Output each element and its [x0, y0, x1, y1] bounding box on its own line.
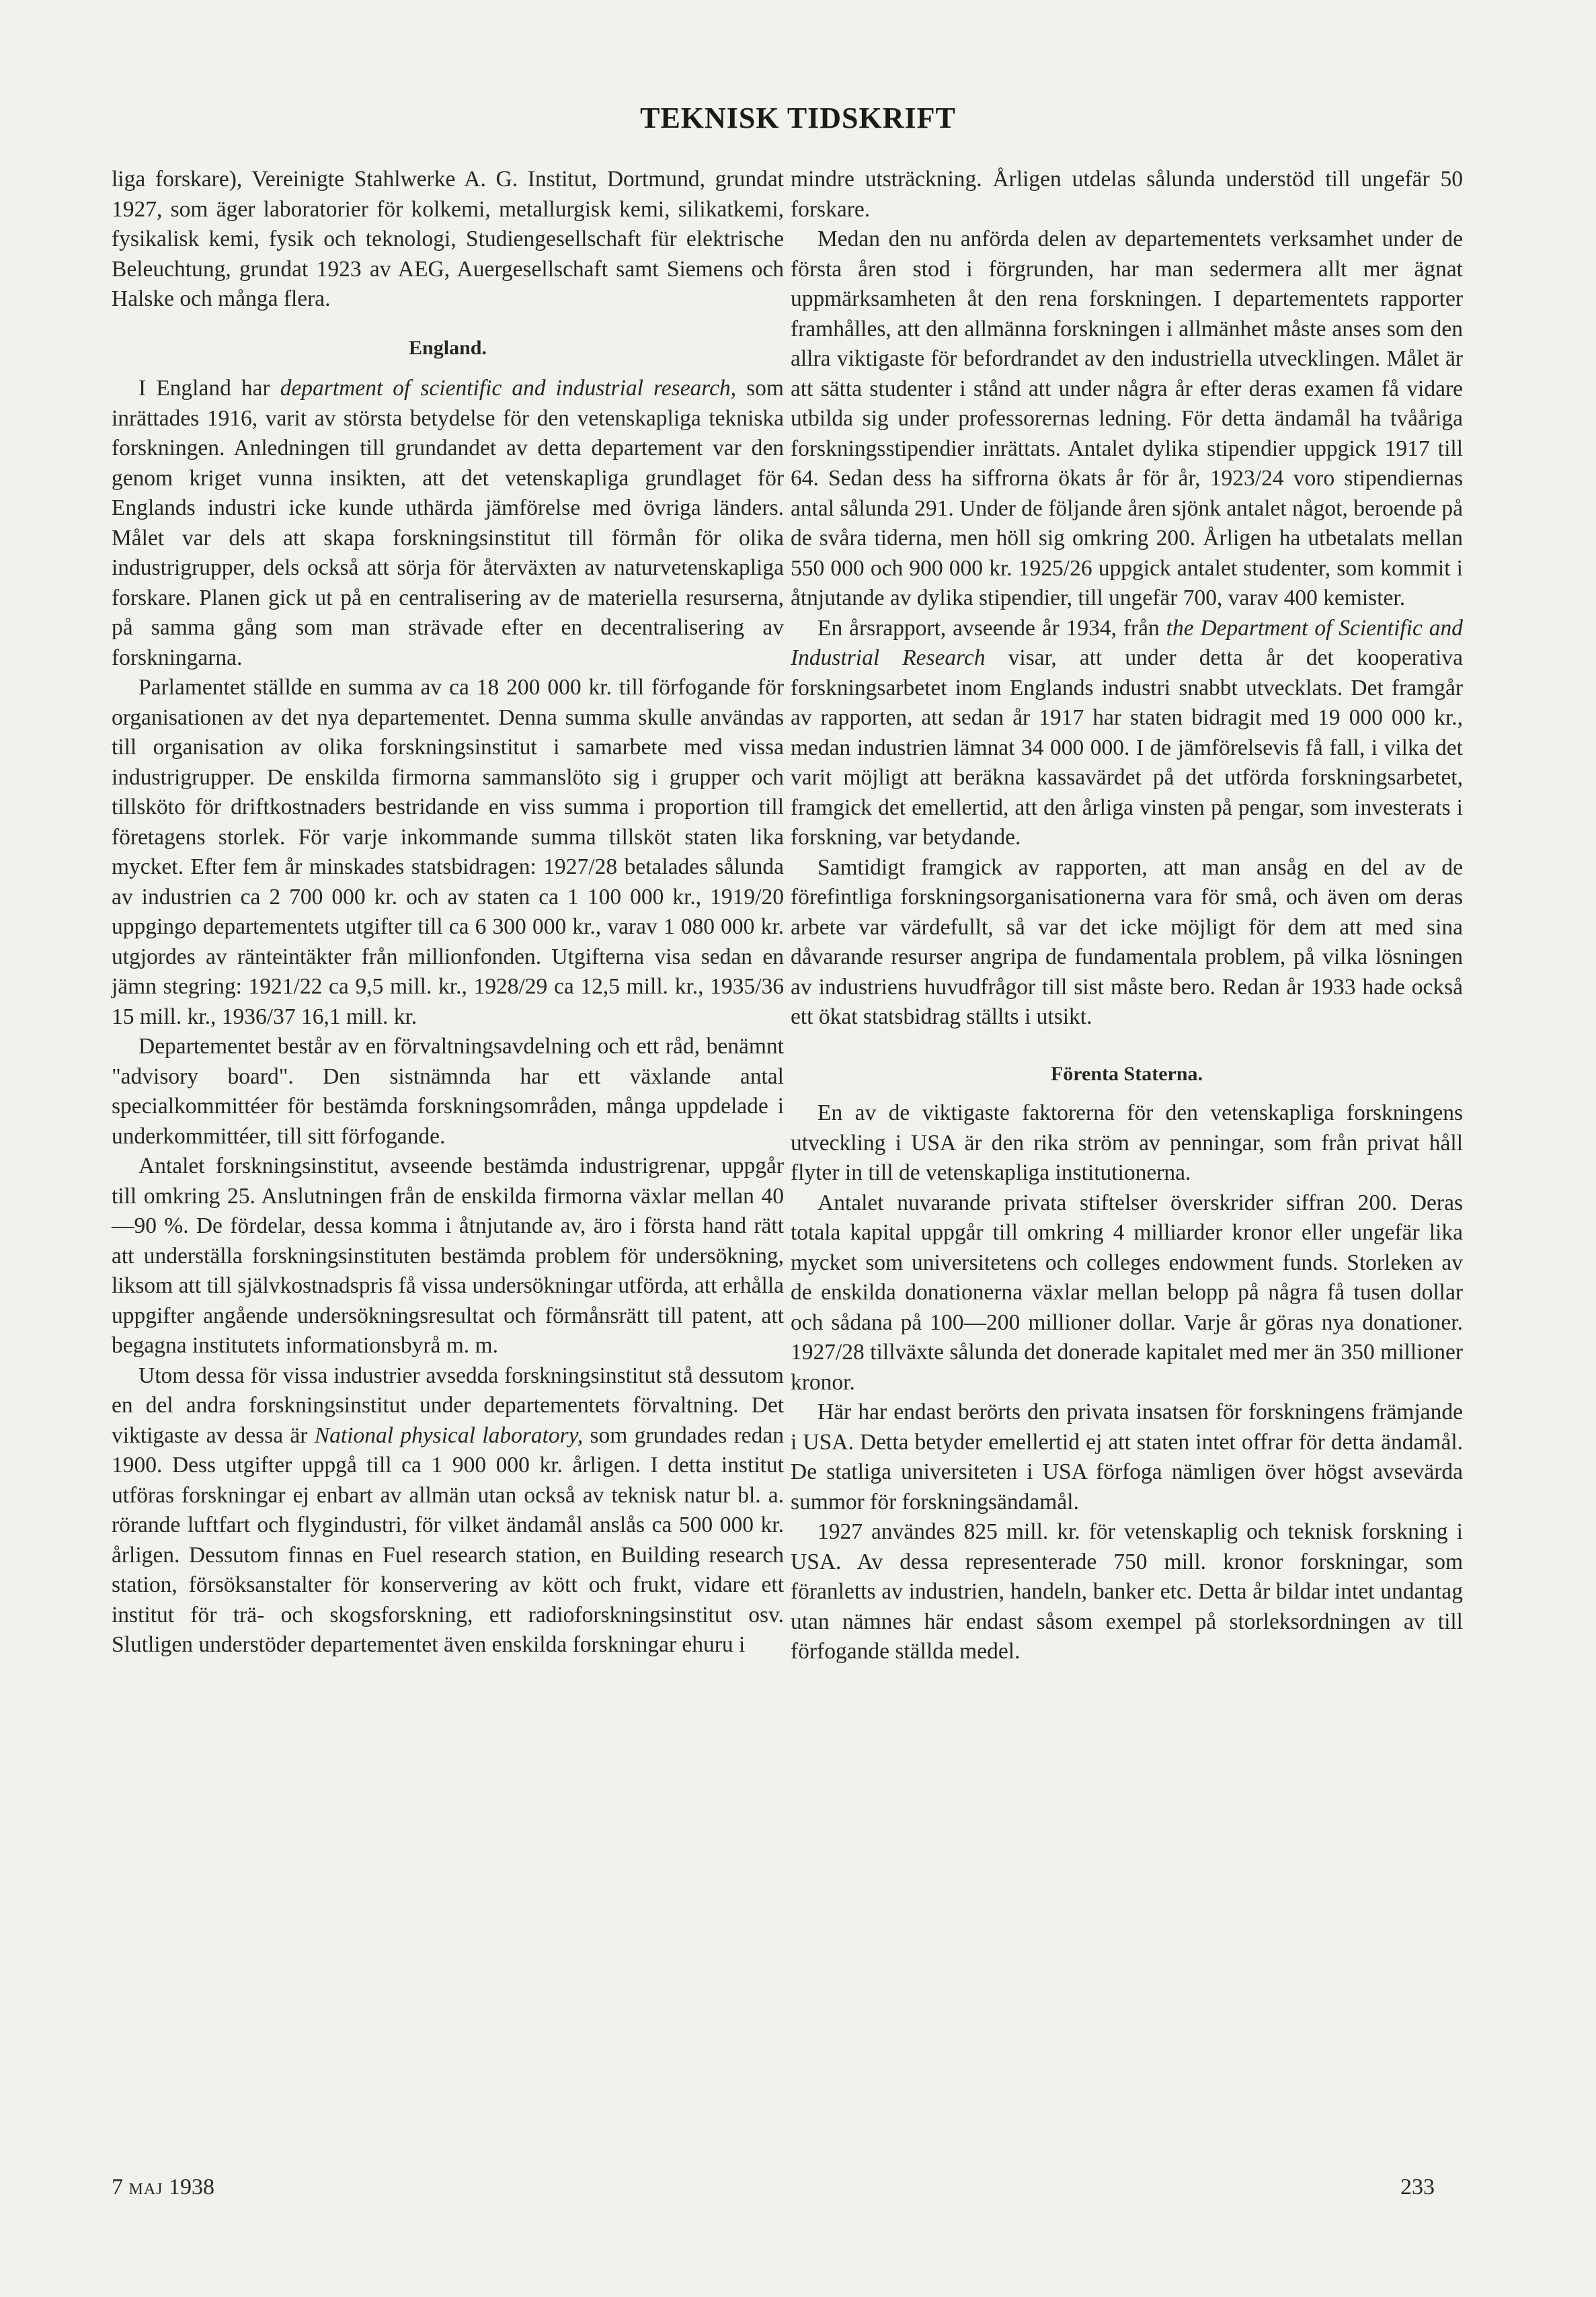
paragraph: Departementet består av en förvaltningsavdelning och ett råd, benämnt "advisory board". Den sistnämnda har ett växlande antal specialkommittéer för bestämda forskningsområden, många uppdelade i underkommittéer, till sitt förfogande.	[112, 1034, 784, 1149]
section-heading-england: England.	[409, 336, 487, 359]
issue-month: MAJ	[128, 2181, 163, 2198]
paragraph: Parlamentet ställde en summa av ca 18 200 000 kr. till förfogande för organisationen av det nya departementet. Denna summa skulle användas till organisation av olika forskningsinstitut i samarbete med vissa industrigrupper. De enskilda firmorna sammanslöto sig i grupper och tillsköto för driftkostnaders bestridande en viss summa i proportion till företagens storlek. För varje inkommande summa tillsköt staten lika mycket. Efter fem år minskades statsbidragen: 1927/28 betalades sålunda av industrien ca 2 700 000 kr. och av staten ca 1 100 000 kr., 1919/20 uppgingo departementets utgifter till ca 6 300 000 kr., varav 1 080 000 kr. utgjordes av ränteintäkter från millionfonden. Utgifterna visa sedan en jämn stegring: 1921/22 ca 9,5 mill. kr., 1928/29 ca 12,5 mill. kr., 1935/36 15 mill. kr., 1936/37 16,1 mill. kr.	[112, 675, 784, 1029]
paragraph: mindre utsträckning. Årligen utdelas sålunda understöd till ungefär 50 forskare.	[791, 167, 1463, 222]
right-column	[791, 165, 1463, 1667]
paragraph-text: I England har	[138, 376, 280, 401]
italic-term: National physical laboratory,	[314, 1422, 584, 1448]
paragraph-text: som grundades redan 1900. Dess utgifter uppgå till ca 1 900 000 kr. årligen. I detta institut utföras forskningar ej enbart av allmän utan också av teknisk natur bl. a. rörande luftfart och flygindustri, för vilket ändamål anslås ca 500 000 kr. årligen. Dessutom finnas en Fuel research station, en Building research station, försöksanstalter för konservering av kött och frukt, vidare ett institut för trä- och skogsforskning, ett radioforskningsinstitut osv. Slutligen understöder departementet även enskilda forskningar ehuru i	[112, 1422, 784, 1657]
paragraph: liga forskare), Vereinigte Stahlwerke A. G. Institut, Dortmund, grundat 1927, som äger laboratorier för kolkemi, metallurgisk kemi, silikatkemi, fysikalisk kemi, fysik och teknologi, Studiengesellschaft für elektrische Beleuchtung, grundat 1923 av AEG, Auergesellschaft samt Siemens och Halske och många flera.	[112, 167, 784, 311]
issue-date	[112, 2175, 214, 2200]
paragraph	[112, 1361, 784, 1660]
paragraph-text: visar, att under detta år det kooperativa forskningsarbetet inom Englands industri snabbt utvecklats. Det framgår av rapporten, att sedan år 1917 har staten bidragit med 19 000 000 kr., medan industrien lämnat 34 000 000. I de jämförelsevis få fall, i vilka det varit möjligt att beräkna kassavärdet på det utförda forskningsarbetet, framgick det emellertid, att den årliga vinsten på pengar, som investerats i forskning, var betydande.	[791, 645, 1464, 850]
paragraph: Antalet forskningsinstitut, avseende bestämda industrigrenar, uppgår till omkring 25. Anslutningen från de enskilda firmorna växlar mellan 40—90 %. De fördelar, dessa komma i åtnjutande av, äro i första hand rätt att underställa forskningsinstituten bestämda problem för undersökning, liksom att till självkostnadspris få vissa undersökningar utförda, att erhålla uppgifter angående undersökningsresultat och förmånsrätt till patent, att begagna institutets informationsbyrå m. m.	[112, 1154, 784, 1358]
italic-term: department of scientific and industrial research,	[280, 376, 737, 401]
paragraph: Antalet nuvarande privata stiftelser överskrider siffran 200. Deras totala kapital uppgår till omkring 4 milliarder kronor eller ungefär lika mycket som universitetens och colleges endowment funds. Storleken av de enskilda donationerna växlar mellan belopp på några få tusen dollar och sådana på 100—200 millioner dollar. Varje år göras nya donationer. 1927/28 tillväxte sålunda det donerade kapitalet med mer än 350 millioner kronor.	[791, 1190, 1463, 1395]
page-number: 233	[1400, 2175, 1435, 2200]
paragraph: Medan den nu anförda delen av departementets verksamhet under de första åren stod i förgrunden, har man sedermera allt mer ägnat uppmärksamheten åt den rena forskningen. I departementets rapporter framhålles, att den allmänna forskningen i allmänhet måste anses som den allra viktigaste för befordrandet av den industriella utvecklingen. Målet är att sätta studenter i stånd att under några år efter deras examen få vidare utbilda sig under professorernas ledning. För detta ändamål ha tvååriga forskningsstipendier inrättats. Antalet dylika stipendier uppgick 1917 till 64. Sedan dess ha siffrorna ökats år för år, 1923/24 voro stipendiernas antal sålunda 291. Under de följande åren sjönk antalet något, beroende på de svåra tiderna, men höll sig omkring 200. Årligen ha utbetalats mellan 550 000 och 900 000 kr. 1925/26 uppgick antalet studenter, som kommit i åtnjutande av dylika stipendier, till ungefär 700, varav 400 kemister.	[791, 227, 1463, 610]
paragraph-text: Utom dessa för vissa industrier avsedda forskningsinstitut stå dessutom en del andra forskningsinstitut under departementets förvaltning. Det viktigaste av dessa är	[112, 1363, 784, 1448]
paragraph-text: En årsrapport, avseende år 1934, från	[817, 615, 1166, 641]
paragraph: Här har endast berörts den privata insatsen för forskningens främjande i USA. Detta betyder emellertid ej att staten intet offrar för detta ändamål. De statliga universiteten i USA förfoga nämligen över högst avsevärda summor för forskningsändamål.	[791, 1400, 1463, 1515]
paragraph	[112, 374, 784, 673]
paragraph-text: som inrättades 1916, varit av största betydelse för den vetenskapliga tekniska forskningen. Anledningen till grundandet av detta departement var den genom kriget vunna insikten, att det vetenskapliga grundlaget för Englands industri icke kunde uthärda jämförelse med övriga länders. Målet var dels att skapa forskningsinstitut till förmån för olika industrigrupper, dels också att sörja för återväxten av naturvetenskapliga forskare. Planen gick ut på en centralisering av de materiella resurserna, på samma gång som man strävade efter en decentralisering av forskningarna.	[112, 376, 784, 670]
issue-day: 7	[112, 2175, 123, 2200]
paragraph: En av de viktigaste faktorerna för den vetenskapliga forskningens utveckling i USA är den rika ström av penningar, som från privat håll flyter in till de vetenskapliga institutionerna.	[791, 1100, 1463, 1185]
paragraph: Samtidigt framgick av rapporten, att man ansåg en del av de förefintliga forskningsorganisationerna vara för små, och även om deras arbete var värdefullt, så var det icke möjligt för dem att med sina dåvarande resurser angripa de fundamentala problem, på vilka lösningen av industriens huvudfrågor till sist måste bero. Redan år 1933 hade också ett ökat statsbidrag ställts i utsikt.	[791, 854, 1463, 1029]
issue-year: 1938	[169, 2175, 215, 2200]
masthead-title: TEKNISK TIDSKRIFT	[640, 102, 956, 134]
paragraph: 1927 användes 825 mill. kr. för vetenskaplig och teknisk forskning i USA. Av dessa representerade 750 mill. kronor forskningar, som föranletts av industrien, handeln, banker etc. Detta år bildar intet undantag utan nämnes här endast såsom exempel på storleksordningen av till förfogande ställda medel.	[791, 1519, 1463, 1664]
section-heading-usa: Förenta Staterna.	[1050, 1062, 1203, 1085]
paragraph	[791, 614, 1463, 853]
italic-term: the Department of Scientific and Industrial Research	[791, 615, 1464, 670]
left-column	[112, 165, 784, 1660]
masthead	[0, 101, 1596, 135]
